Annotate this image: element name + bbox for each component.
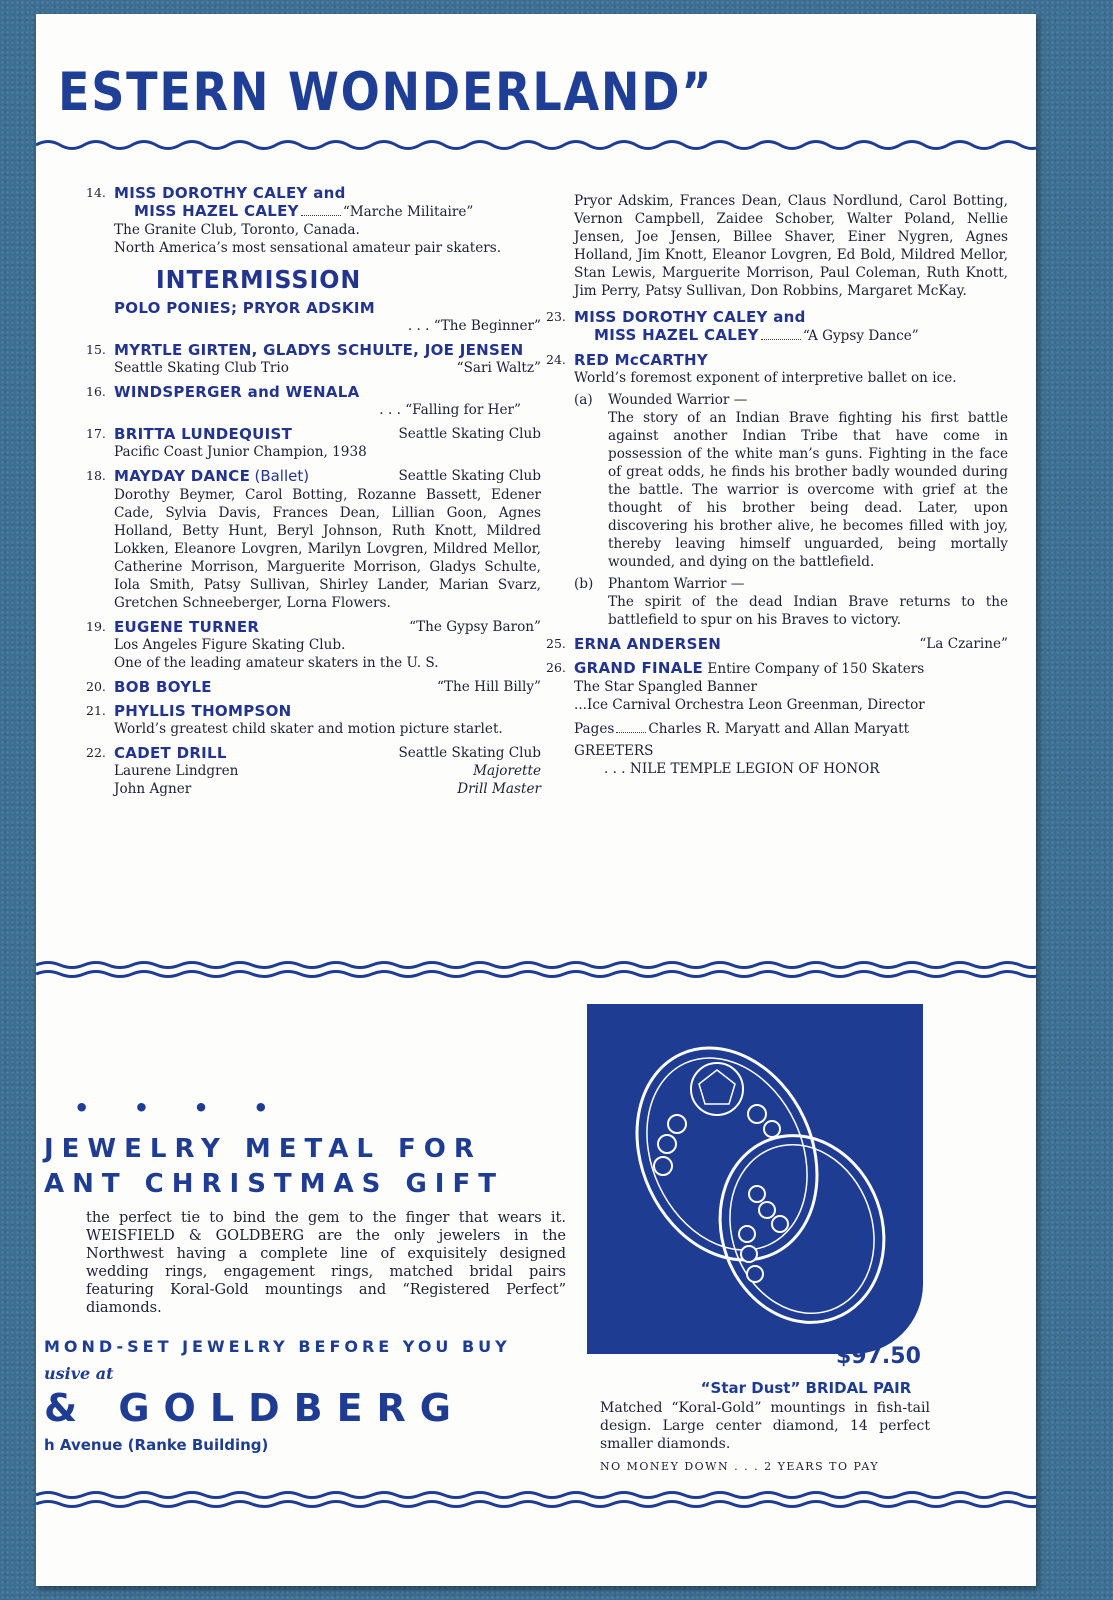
entry-line: World’s greatest child skater and motion picture starlet. [114, 721, 503, 737]
entry-line: World’s foremost exponent of interpretive ballet on ice. [574, 370, 957, 386]
payment-terms: NO MONEY DOWN . . . 2 YEARS TO PAY [600, 1460, 880, 1473]
entry-club: Seattle Skating Club Trio [114, 360, 289, 376]
entry-line: ...Ice Carnival Orchestra Leon Greenman, Director [574, 697, 925, 713]
segment-label: (b) [574, 576, 594, 592]
ad-headline-2: ANT CHRISTMAS GIFT [44, 1169, 504, 1199]
intermission-act-name: POLO PONIES; PRYOR ADSKIM [114, 299, 375, 317]
segment-b [574, 575, 1008, 629]
ad-address: h Avenue (Ranke Building) [44, 1436, 269, 1454]
entry-rest: Entire Company of 150 Skaters [707, 661, 925, 677]
entry-name: WINDSPERGER and WENALA [114, 383, 360, 401]
header-wave-divider [36, 136, 1036, 154]
entry-name-2: MISS HAZEL CALEY [134, 202, 299, 220]
program-entry-18 [86, 467, 541, 612]
entry-tune: . . . “Falling for Her” [379, 402, 521, 418]
entry-line: Los Angeles Figure Skating Club. [114, 637, 346, 653]
entry-tune: “The Hill Billy” [436, 679, 541, 695]
right-column [546, 192, 1008, 784]
segment-text: The story of an Indian Brave fighting his first battle against another Indian Tribe that have come in possession of the white man’s guns. Fighting in the face of great odds, he finds his brother badly wounded during the battle. The warrior is overcome with grief at the thought of his brother being dead. Later, upon discovering his brother alive, he becomes filled with joy, thereby leaving himself unguarded, being mortally wounded, and dying on the battlefield. [608, 410, 1008, 570]
entry-name: MYRTLE GIRTEN, GLADYS SCHULTE, JOE JENSEN [114, 341, 524, 359]
entry-name: PHYLLIS THOMPSON [114, 702, 292, 720]
entry-number: 26. [546, 660, 566, 675]
ad-exclusive: usive at [44, 1364, 114, 1383]
entry-name: CADET DRILL [114, 744, 227, 762]
segment-title: Phantom Warrior — [608, 576, 745, 592]
segment-label: (a) [574, 392, 593, 408]
ad-bullets: • • • • [74, 1094, 287, 1122]
entry-name: BRITTA LUNDEQUIST [114, 425, 293, 443]
program-entry-26 [546, 659, 1008, 778]
entry-tune: “Sari Waltz” [456, 360, 541, 376]
entry-tune: “A Gypsy Dance” [802, 328, 919, 344]
drill-member: Laurene Lindgren [114, 763, 239, 779]
program-entry-21 [86, 702, 541, 738]
program-entry-17 [86, 425, 541, 461]
entry-number: 22. [86, 745, 106, 760]
drill-role: Majorette [473, 763, 541, 779]
entry-name: BOB BOYLE [114, 678, 212, 696]
program-entry-14 [86, 184, 541, 257]
entry-cast: Dorothy Beymer, Carol Botting, Rozanne Bassett, Edener Cade, Sylvia Davis, Frances Dean, Lillian Goon, Agnes Holland, Betty Hunt, Beryl Johnson, Ruth Knott, Mildred Lokken, Eleanore Lovgren, Marilyn Lovgren, Mildred Mellor, Catherine Morrison, Marguerite Morrison, Gladys Schulte, Iola Smith, Patsy Sullivan, Shirley Lander, Marian Svarz, Gretchen Schneeberger, Lorna Flowers. [114, 487, 541, 611]
intermission-heading: INTERMISSION [155, 265, 362, 294]
ad-headline-3: MOND-SET JEWELRY BEFORE YOU BUY [44, 1337, 511, 1356]
intermission-tune: . . . “The Beginner” [407, 318, 541, 334]
left-column [86, 184, 541, 804]
entry-name: MISS DOROTHY CALEY and [114, 184, 346, 202]
entry-name: MISS DOROTHY CALEY and [574, 308, 806, 326]
ring-description: Matched “Koral-Gold” mountings in fish-tail design. Large center diamond, 14 perfect smaller diamonds. [600, 1400, 930, 1452]
ad-brand: & GOLDBERG [44, 1386, 465, 1430]
segment-a [574, 391, 1008, 571]
entry-number: 19. [86, 619, 106, 634]
segment-title: Wounded Warrior — [608, 392, 748, 408]
program-entry-20 [86, 678, 541, 696]
entry-name: ERNA ANDERSEN [574, 635, 722, 653]
program-entry-25 [546, 635, 1008, 653]
entry-tune: “The Gypsy Baron” [409, 619, 541, 635]
entry-line: Pacific Coast Junior Champion, 1938 [114, 444, 367, 460]
bottom-wave-divider [36, 1489, 1036, 1511]
greeters-label: GREETERS [574, 743, 654, 759]
program-entry-19 [86, 618, 541, 672]
ad-headline-1: JEWELRY METAL FOR [44, 1134, 482, 1164]
bridal-rings-illustration [587, 1004, 923, 1354]
drill-role: Drill Master [457, 781, 541, 797]
entry-number: 14. [86, 185, 106, 200]
entry-name: RED McCARTHY [574, 351, 709, 369]
entry-number: 23. [546, 309, 566, 324]
ring-caption: “Star Dust” BRIDAL PAIR [700, 1379, 912, 1397]
program-title: ESTERN WONDERLAND” [58, 62, 714, 123]
entry-line: North America’s most sensational amateur pair skaters. [114, 240, 502, 256]
entry-club: Seattle Skating Club [398, 426, 541, 442]
pages-names: Charles R. Maryatt and Allan Maryatt [648, 721, 910, 737]
entry-number: 17. [86, 426, 106, 441]
cadet-drill-cast: Pryor Adskim, Frances Dean, Claus Nordlund, Carol Botting, Vernon Campbell, Zaidee Schober, Walter Poland, Nellie Jensen, Joe Jensen, Billee Shaver, Einer Nygren, Agnes Holland, Jim Knott, Eleanor Lovgren, Ed Bold, Mildred Mellor, Stan Lewis, Marguerite Morrison, Paul Coleman, Ruth Knott, Jim Perry, Patsy Sullivan, Don Robbins, Margaret McKay. [574, 193, 1008, 299]
entry-tune: “Marche Militaire” [342, 204, 474, 220]
entry-name-2: MISS HAZEL CALEY [594, 326, 759, 344]
drill-member: John Agner [114, 781, 192, 797]
pages-label: Pages [574, 721, 615, 737]
entry-line: The Star Spangled Banner [574, 679, 758, 695]
entry-club: Seattle Skating Club [398, 745, 541, 761]
entry-club: Seattle Skating Club [398, 468, 541, 484]
program-entry-22 [86, 744, 541, 798]
ring-illustration-panel [587, 1004, 923, 1354]
middle-wave-divider [36, 959, 1036, 981]
entry-name: EUGENE TURNER [114, 618, 260, 636]
program-entry-24 [546, 351, 1008, 629]
entry-name: GRAND FINALE [574, 659, 704, 677]
program-entry-16 [86, 383, 541, 419]
intermission-act [86, 299, 541, 335]
entry-number: 25. [546, 636, 566, 651]
entry-number: 20. [86, 679, 106, 694]
entry-number: 16. [86, 384, 106, 399]
entry-line: One of the leading amateur skaters in the U. S. [114, 655, 439, 671]
entry-number: 15. [86, 342, 106, 357]
header-band [36, 14, 1036, 154]
entry-paren: (Ballet) [254, 467, 310, 485]
entry-tune: “La Czarine” [919, 636, 1008, 652]
program-page [36, 14, 1036, 1586]
program-entry-23 [546, 308, 1008, 345]
program-entry-15 [86, 341, 541, 377]
greeters-names: . . . NILE TEMPLE LEGION OF HONOR [604, 761, 880, 777]
entry-number: 21. [86, 703, 106, 718]
entry-number: 24. [546, 352, 566, 367]
ad-body-text: the perfect tie to bind the gem to the finger that wears it. WEISFIELD & GOLDBERG are the only jewelers in the Northwest having a complete line of exquisitely designed wedding rings, engagement rings, matched bridal pairs featuring Koral-Gold mountings and “Registered Perfect” diamonds. [86, 1210, 566, 1316]
entry-name: MAYDAY DANCE [114, 467, 251, 485]
ring-price: $97.50 [836, 1344, 921, 1369]
entry-line: The Granite Club, Toronto, Canada. [114, 222, 360, 238]
entry-number: 18. [86, 468, 106, 483]
segment-text: The spirit of the dead Indian Brave returns to the battlefield to spur on his Braves to victory. [608, 594, 1008, 628]
